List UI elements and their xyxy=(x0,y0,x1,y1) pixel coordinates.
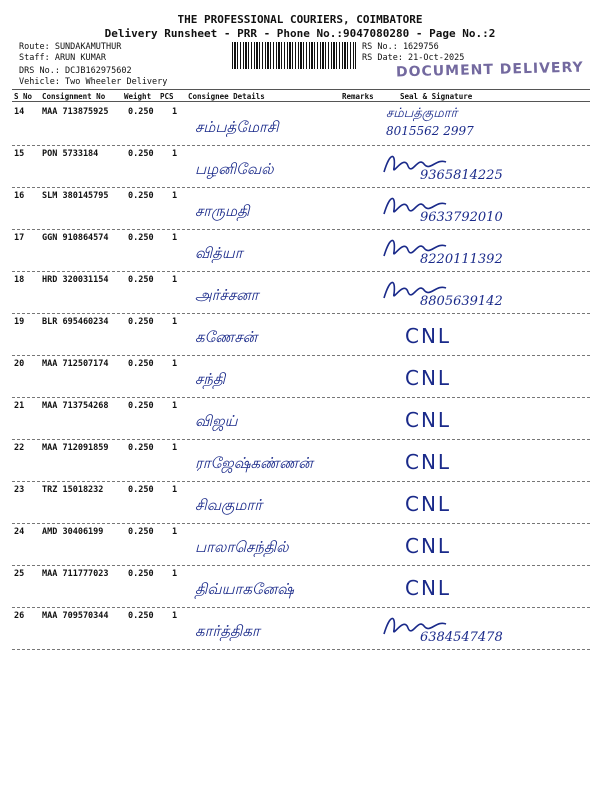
row-weight: 0.250 xyxy=(128,485,154,495)
row-pcs: 1 xyxy=(172,485,178,495)
row-pcs: 1 xyxy=(172,275,178,285)
row-signature-phone: 6384547478 xyxy=(420,630,503,645)
header-bottom-line xyxy=(12,101,590,102)
row-signature-cnl: CNL xyxy=(405,534,452,558)
rs-date-label: RS Date: 21-Oct-2025 xyxy=(362,53,465,63)
row-consignee-handwritten: அர்ச்சனா xyxy=(195,286,259,304)
row-weight: 0.250 xyxy=(128,569,154,579)
row-sno: 25 xyxy=(14,569,25,579)
row-consignment-no: MAA 712091859 xyxy=(42,443,109,453)
row-sno: 15 xyxy=(14,149,25,159)
col-header-weight: Weight xyxy=(124,92,152,101)
document-delivery-stamp: DOCUMENT DELIVERY xyxy=(395,59,584,81)
row-weight: 0.250 xyxy=(128,191,154,201)
row-sno: 24 xyxy=(14,527,25,537)
col-header-signature: Seal & Signature xyxy=(400,92,473,101)
row-divider xyxy=(12,145,590,146)
row-consignment-no: MAA 713875925 xyxy=(42,107,109,117)
row-signature-phone: 8015562 2997 xyxy=(386,124,474,138)
row-consignee-handwritten: கார்த்திகா xyxy=(195,622,260,640)
row-sno: 17 xyxy=(14,233,25,243)
col-header-sno: S No xyxy=(14,92,33,101)
row-consignee-handwritten: சிவகுமார் xyxy=(195,496,263,514)
row-weight: 0.250 xyxy=(128,107,154,117)
row-pcs: 1 xyxy=(172,107,178,117)
row-pcs: 1 xyxy=(172,317,178,327)
staff-label: Staff: ARUN KUMAR xyxy=(19,53,106,63)
row-consignment-no: GGN 910864574 xyxy=(42,233,109,243)
row-signature-cnl: CNL xyxy=(405,366,452,390)
row-divider xyxy=(12,439,590,440)
row-signature-phone: 9365814225 xyxy=(420,168,503,183)
row-divider xyxy=(12,481,590,482)
row-sno: 22 xyxy=(14,443,25,453)
header-top-line xyxy=(12,89,590,90)
row-consignment-no: SLM 380145795 xyxy=(42,191,109,201)
drs-label: DRS No.: DCJB162975602 xyxy=(19,66,132,76)
row-weight: 0.250 xyxy=(128,317,154,327)
row-weight: 0.250 xyxy=(128,401,154,411)
row-sno: 26 xyxy=(14,611,25,621)
row-sno: 23 xyxy=(14,485,25,495)
row-consignment-no: MAA 713754268 xyxy=(42,401,109,411)
company-title: THE PROFESSIONAL COURIERS, COIMBATORE xyxy=(177,13,423,26)
row-consignment-no: HRD 320031154 xyxy=(42,275,109,285)
runsheet-subtitle: Delivery Runsheet - PRR - Phone No.:9047080280 - Page No.:2 xyxy=(104,27,496,40)
row-consignee-handwritten: கணேசன் xyxy=(195,328,258,346)
row-consignment-no: PON 5733184 xyxy=(42,149,99,159)
row-sno: 20 xyxy=(14,359,25,369)
row-signature-phone: 8220111392 xyxy=(420,252,503,267)
row-consignee-handwritten: சந்தி xyxy=(195,370,226,388)
row-consignee-handwritten: சம்பத்மோசி xyxy=(195,118,279,136)
row-pcs: 1 xyxy=(172,611,178,621)
row-sno: 19 xyxy=(14,317,25,327)
row-signature-cnl: CNL xyxy=(405,492,452,516)
row-signature-name: சம்பத்குமார் xyxy=(386,106,458,121)
row-consignment-no: TRZ 15018232 xyxy=(42,485,104,495)
row-divider xyxy=(12,649,590,650)
row-consignee-handwritten: திவ்யாகனேஷ் xyxy=(195,580,294,598)
row-signature-phone: 8805639142 xyxy=(420,294,503,309)
row-consignee-handwritten: சாருமதி xyxy=(195,202,250,220)
row-signature-cnl: CNL xyxy=(405,324,452,348)
row-signature-phone: 9633792010 xyxy=(420,210,503,225)
row-consignment-no: MAA 712507174 xyxy=(42,359,109,369)
row-sno: 14 xyxy=(14,107,25,117)
row-consignment-no: MAA 711777023 xyxy=(42,569,109,579)
row-weight: 0.250 xyxy=(128,275,154,285)
row-divider xyxy=(12,523,590,524)
row-signature-cnl: CNL xyxy=(405,408,452,432)
row-pcs: 1 xyxy=(172,149,178,159)
row-divider xyxy=(12,355,590,356)
row-pcs: 1 xyxy=(172,191,178,201)
row-pcs: 1 xyxy=(172,359,178,369)
row-consignee-handwritten: விஜய் xyxy=(195,412,238,430)
col-header-remarks: Remarks xyxy=(342,92,374,101)
row-pcs: 1 xyxy=(172,233,178,243)
rs-no-label: RS No.: 1629756 xyxy=(362,42,439,52)
row-consignee-handwritten: ராஜேஷ்கண்ணன் xyxy=(195,454,313,472)
row-divider xyxy=(12,607,590,608)
row-divider xyxy=(12,271,590,272)
col-header-consignee: Consignee Details xyxy=(188,92,265,101)
row-divider xyxy=(12,229,590,230)
row-consignment-no: BLR 695460234 xyxy=(42,317,109,327)
row-sno: 18 xyxy=(14,275,25,285)
row-divider xyxy=(12,313,590,314)
row-signature-cnl: CNL xyxy=(405,450,452,474)
row-consignment-no: MAA 709570344 xyxy=(42,611,109,621)
row-consignee-handwritten: வித்யா xyxy=(195,244,243,262)
row-sno: 16 xyxy=(14,191,25,201)
row-divider xyxy=(12,187,590,188)
barcode-image xyxy=(232,42,356,69)
vehicle-label: Vehicle: Two Wheeler Delivery xyxy=(19,77,168,87)
col-header-consignment: Consignment No xyxy=(42,92,106,101)
row-divider xyxy=(12,565,590,566)
row-consignee-handwritten: பழனிவேல் xyxy=(195,160,274,178)
row-weight: 0.250 xyxy=(128,611,154,621)
row-weight: 0.250 xyxy=(128,359,154,369)
row-consignee-handwritten: பாலாசெந்தில் xyxy=(195,538,289,556)
row-signature-cnl: CNL xyxy=(405,576,452,600)
row-divider xyxy=(12,397,590,398)
row-weight: 0.250 xyxy=(128,443,154,453)
row-weight: 0.250 xyxy=(128,233,154,243)
col-header-pcs: PCS xyxy=(160,92,174,101)
row-sno: 21 xyxy=(14,401,25,411)
row-consignment-no: AMD 30406199 xyxy=(42,527,104,537)
row-pcs: 1 xyxy=(172,401,178,411)
route-label: Route: SUNDAKAMUTHUR xyxy=(19,42,122,52)
row-pcs: 1 xyxy=(172,527,178,537)
row-weight: 0.250 xyxy=(128,149,154,159)
row-pcs: 1 xyxy=(172,443,178,453)
row-pcs: 1 xyxy=(172,569,178,579)
row-weight: 0.250 xyxy=(128,527,154,537)
